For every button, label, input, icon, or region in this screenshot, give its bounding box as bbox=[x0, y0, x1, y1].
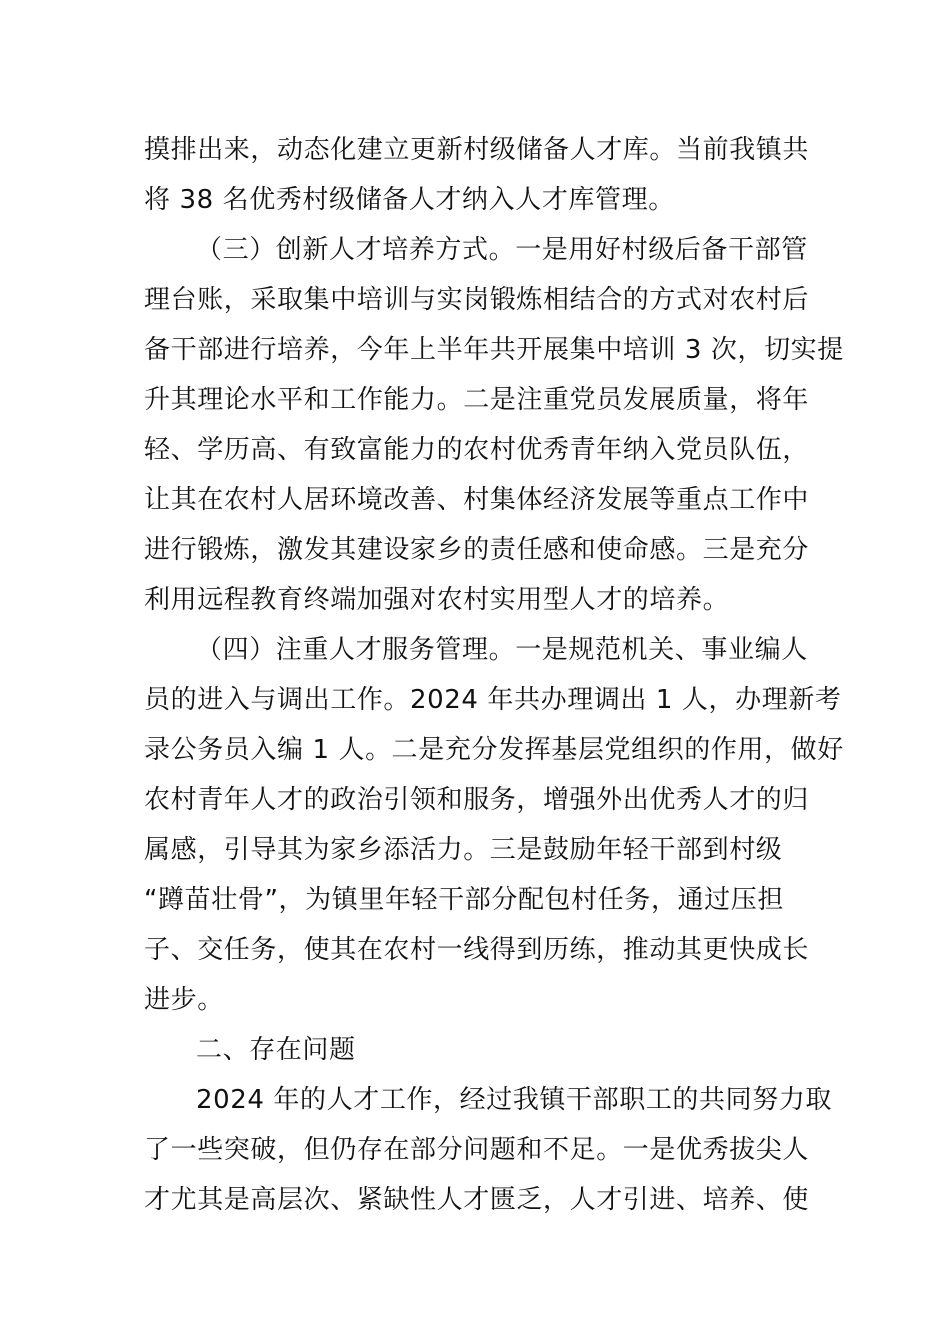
text-line: 录公务员入编 1 人。二是充分发挥基层党组织的作用，做好 bbox=[144, 735, 844, 765]
section-heading-4: （四）注重人才服务管理。一是规范机关、事业编人 bbox=[196, 635, 808, 665]
text-line: 2024 年的人才工作，经过我镇干部职工的共同努力取 bbox=[196, 1085, 833, 1115]
text-line: 员的进入与调出工作。2024 年共办理调出 1 人，办理新考 bbox=[144, 685, 842, 715]
text-line: 升其理论水平和工作能力。二是注重党员发展质量，将年 bbox=[144, 385, 810, 415]
text-line: 属感，引导其为家乡添活力。三是鼓励年轻干部到村级 bbox=[144, 835, 783, 865]
text-line: 利用远程教育终端加强对农村实用型人才的培养。 bbox=[144, 585, 730, 615]
text-line: 农村青年人才的政治引领和服务，增强外出优秀人才的归 bbox=[144, 785, 810, 815]
text-line: “蹲苗壮骨”，为镇里年轻干部分配包村任务，通过压担 bbox=[144, 885, 784, 915]
text-line: 子、交任务，使其在农村一线得到历练，推动其更快成长 bbox=[144, 935, 810, 965]
text-line: 进步。 bbox=[144, 985, 224, 1015]
text-line: 摸排出来，动态化建立更新村级储备人才库。当前我镇共 bbox=[144, 135, 810, 165]
text-line: 让其在农村人居环境改善、村集体经济发展等重点工作中 bbox=[144, 485, 810, 515]
text-line: 进行锻炼，激发其建设家乡的责任感和使命感。三是充分 bbox=[144, 535, 810, 565]
text-line: 才尤其是高层次、紧缺性人才匮乏，人才引进、培养、使 bbox=[144, 1185, 810, 1215]
text-line: 了一些突破，但仍存在部分问题和不足。一是优秀拔尖人 bbox=[144, 1135, 810, 1165]
text-line: 理台账，采取集中培训与实岗锻炼相结合的方式对农村后 bbox=[144, 285, 810, 315]
section-heading-3: （三）创新人才培养方式。一是用好村级后备干部管 bbox=[196, 235, 808, 265]
text-line: 轻、学历高、有致富能力的农村优秀青年纳入党员队伍， bbox=[144, 435, 810, 465]
text-line: 备干部进行培养，今年上半年共开展集中培训 3 次，切实提 bbox=[144, 335, 844, 365]
section-heading-problems: 二、存在问题 bbox=[196, 1035, 356, 1065]
text-line: 将 38 名优秀村级储备人才纳入人才库管理。 bbox=[144, 185, 675, 215]
